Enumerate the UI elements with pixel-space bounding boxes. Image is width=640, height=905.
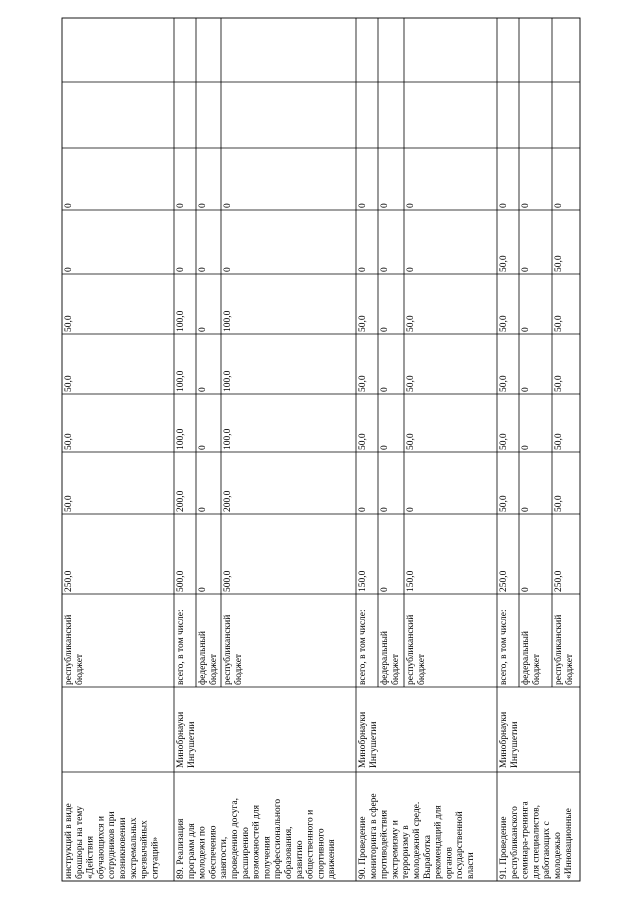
cell-value: 0 bbox=[521, 203, 531, 208]
cell-value: 0 bbox=[64, 267, 74, 272]
cell-value: 50,0 bbox=[64, 433, 74, 450]
cell-value: 0 bbox=[521, 445, 531, 450]
row-executor-text: МинобрнаукиИнгушетии bbox=[176, 711, 197, 768]
cell-value: 0 bbox=[380, 267, 390, 272]
cell-value: 0 bbox=[358, 507, 368, 512]
cell-value: 50,0 bbox=[554, 495, 564, 512]
cell-value: 150,0 bbox=[406, 570, 416, 592]
cell-value: 0 bbox=[198, 587, 208, 592]
cell-value: 50,0 bbox=[554, 255, 564, 272]
cell-value: 0 bbox=[223, 267, 233, 272]
row-content-text: инструкций в видеброшюры на тему«Действияобучающихся исотрудников привозникновенииэкстремальныхчрезвычайныхситуаций» bbox=[64, 803, 161, 879]
cell-value: 50,0 bbox=[358, 433, 368, 450]
cell-value: 50,0 bbox=[64, 495, 74, 512]
cell-value: 0 bbox=[198, 507, 208, 512]
cell-value: 50,0 bbox=[499, 375, 509, 392]
row-content-text: 90. Проведениемониторинга в сферепротиводействияэкстремизму итерроризму вмолодежной среде.Выработкарекомендаций дляоргановгосударственнойвласти bbox=[358, 793, 476, 879]
row-source-text: федеральныйбюджет bbox=[198, 631, 219, 685]
row-source-text: всего, в том числе: bbox=[176, 609, 186, 685]
cell-value: 50,0 bbox=[554, 375, 564, 392]
row-content-text: 89. Реализацияпрограмм длямолодежи пообеспечениюзанятости,проведению досуга,расширениювозможностей дляполученияпрофессиональногообразования,развитиюобщественного испортивногодвижения bbox=[176, 798, 338, 879]
cell-value: 200,0 bbox=[223, 490, 233, 512]
cell-value: 50,0 bbox=[358, 315, 368, 332]
cell-value: 0 bbox=[198, 267, 208, 272]
cell-value: 250,0 bbox=[499, 570, 509, 592]
cell-value: 0 bbox=[406, 203, 416, 208]
cell-value: 0 bbox=[521, 267, 531, 272]
cell-value: 100,0 bbox=[223, 310, 233, 332]
row-source-text: республиканскийбюджет bbox=[64, 614, 85, 685]
cell-value: 200,0 bbox=[176, 490, 186, 512]
cell-value: 50,0 bbox=[499, 495, 509, 512]
cell-value: 0 bbox=[198, 203, 208, 208]
cell-value: 150,0 bbox=[358, 570, 368, 592]
cell-value: 0 bbox=[176, 267, 186, 272]
cell-value: 500,0 bbox=[223, 570, 233, 592]
row-source-text: всего, в том числе: bbox=[499, 609, 509, 685]
cell-value: 0 bbox=[198, 387, 208, 392]
cell-value: 0 bbox=[380, 445, 390, 450]
cell-value: 0 bbox=[406, 267, 416, 272]
cell-value: 100,0 bbox=[223, 428, 233, 450]
cell-value: 0 bbox=[521, 507, 531, 512]
cell-value: 0 bbox=[198, 327, 208, 332]
cell-value: 50,0 bbox=[499, 433, 509, 450]
row-source-text: республиканскийбюджет bbox=[554, 614, 575, 685]
cell-value: 50,0 bbox=[64, 375, 74, 392]
cell-value: 0 bbox=[554, 203, 564, 208]
cell-value: 250,0 bbox=[554, 570, 564, 592]
row-executor-text: МинобрнаукиИнгушетии bbox=[358, 711, 379, 768]
cell-value: 0 bbox=[64, 203, 74, 208]
row-source-text: республиканскийбюджет bbox=[406, 614, 427, 685]
row-source-text: всего, в том числе: bbox=[358, 609, 368, 685]
cell-value: 100,0 bbox=[176, 370, 186, 392]
cell-value: 50,0 bbox=[499, 315, 509, 332]
cell-value: 0 bbox=[406, 507, 416, 512]
cell-value: 50,0 bbox=[406, 375, 416, 392]
cell-value: 0 bbox=[521, 327, 531, 332]
cell-value: 100,0 bbox=[223, 370, 233, 392]
cell-value: 0 bbox=[521, 587, 531, 592]
cell-value: 50,0 bbox=[406, 315, 416, 332]
cell-value: 0 bbox=[198, 445, 208, 450]
cell-value: 50,0 bbox=[554, 315, 564, 332]
cell-value: 0 bbox=[176, 203, 186, 208]
cell-value: 100,0 bbox=[176, 310, 186, 332]
cell-value: 0 bbox=[380, 587, 390, 592]
cell-value: 50,0 bbox=[554, 433, 564, 450]
cell-value: 100,0 bbox=[176, 428, 186, 450]
cell-value: 0 bbox=[358, 267, 368, 272]
cell-value: 250,0 bbox=[64, 570, 74, 592]
cell-value: 0 bbox=[223, 203, 233, 208]
row-content-text: 91. Проведениереспубликанскогосеминара-тренингадля специалистов,работающих смолодежью«Инновационные bbox=[499, 801, 574, 879]
cell-value: 0 bbox=[380, 507, 390, 512]
row-source-text: федеральныйбюджет bbox=[380, 631, 401, 685]
cell-value: 0 bbox=[521, 387, 531, 392]
cell-value: 0 bbox=[499, 203, 509, 208]
row-source-text: федеральныйбюджет bbox=[521, 631, 542, 685]
cell-value: 0 bbox=[380, 203, 390, 208]
cell-value: 50,0 bbox=[406, 433, 416, 450]
cell-value: 0 bbox=[380, 327, 390, 332]
cell-value: 50,0 bbox=[499, 255, 509, 272]
cell-value: 0 bbox=[380, 387, 390, 392]
cell-value: 50,0 bbox=[64, 315, 74, 332]
cell-value: 500,0 bbox=[176, 570, 186, 592]
cell-value: 0 bbox=[358, 203, 368, 208]
cell-value: 50,0 bbox=[358, 375, 368, 392]
row-source-text: республиканскийбюджет bbox=[223, 614, 244, 685]
row-executor-text: МинобрнаукиИнгушетии bbox=[499, 711, 520, 768]
